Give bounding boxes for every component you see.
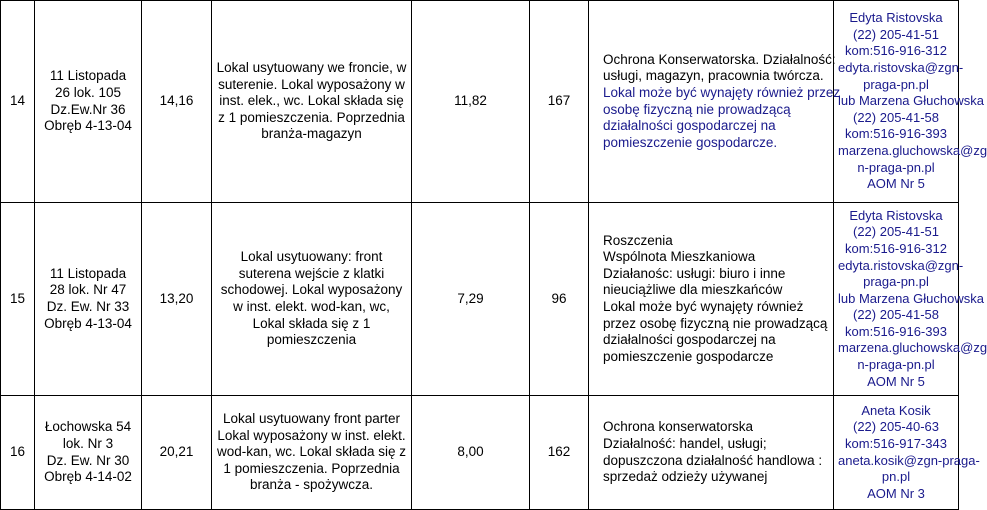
notes-line: Działanośc: usługi: biuro i inne bbox=[603, 265, 786, 281]
contact-line: praga-pn.pl bbox=[863, 76, 929, 92]
cell-text: 8,00 bbox=[457, 444, 484, 460]
description-line: branża - spożywcza. bbox=[249, 477, 374, 493]
notes-line: Działalność: handel, usługi; bbox=[603, 435, 767, 451]
address-line: 11 Listopada bbox=[49, 265, 127, 281]
description-cell bbox=[212, 1, 412, 203]
area-cell bbox=[142, 203, 212, 396]
row-number-cell bbox=[1, 396, 35, 510]
address-line: Obręb 4-14-02 bbox=[44, 469, 132, 485]
cell-text: 167 bbox=[547, 93, 571, 109]
contact-line: kom:516-916-393 bbox=[845, 126, 947, 142]
contact-line: (22) 205-41-51 bbox=[853, 26, 939, 42]
row-number-cell bbox=[1, 1, 35, 203]
address-line: 26 lok. 105 bbox=[54, 84, 122, 100]
table-row bbox=[1, 396, 959, 510]
contact-line: edyta.ristovska@zgn- bbox=[838, 257, 964, 273]
contact-line: (22) 205-41-51 bbox=[853, 224, 939, 240]
description-line: Lokal wyposażony w inst. elekt. bbox=[217, 427, 406, 443]
description-line: Lokal usytuowany: front bbox=[240, 249, 383, 265]
description-line: suterenie. Lokal wyposażony w bbox=[218, 76, 405, 92]
notes-line: działalności gospodarczej na bbox=[603, 118, 776, 134]
notes-line: pomieszczenie gospodarcze bbox=[603, 348, 774, 364]
contact-line: kom:516-916-312 bbox=[845, 240, 947, 256]
description-line: w inst. elekt. wod-kan, wc, bbox=[233, 299, 390, 314]
cell-text: 20,21 bbox=[159, 444, 194, 460]
description-line: z 1 pomieszczenia. Poprzednia bbox=[218, 109, 405, 125]
notes-line: nieuciążliwe dla mieszkańców bbox=[603, 282, 783, 298]
contact-line: marzena.gluchowska@zg bbox=[838, 142, 987, 158]
description-line: branża-magazyn bbox=[261, 126, 362, 142]
notes-line: sprzedaż odzieży używanej bbox=[603, 469, 768, 485]
notes-line: pomieszczenie gospodarcze. bbox=[603, 134, 778, 150]
area-cell bbox=[142, 396, 212, 510]
cell-text: 162 bbox=[547, 444, 571, 460]
address-line: Dz.Ew.Nr 36 bbox=[50, 101, 126, 117]
contact-line: AOM Nr 5 bbox=[867, 373, 925, 389]
contact-line: edyta.ristovska@zgn- bbox=[838, 60, 964, 76]
contact-line: Aneta Kosik bbox=[861, 402, 931, 418]
cell-text: 14,16 bbox=[159, 93, 194, 109]
notes-line: Ochrona Konserwatorska. Działalność: bbox=[603, 51, 836, 67]
address-line: Dz. Ew. Nr 30 bbox=[46, 452, 130, 468]
cell-text: 96 bbox=[551, 290, 567, 306]
rate-cell bbox=[412, 203, 530, 396]
address-line: lok. Nr 3 bbox=[62, 435, 114, 451]
notes-cell bbox=[589, 396, 834, 510]
contact-line: kom:516-916-393 bbox=[845, 323, 947, 339]
amount-cell bbox=[530, 1, 589, 203]
contact-line: praga-pn.pl bbox=[863, 274, 929, 290]
address-line: Obręb 4-13-04 bbox=[44, 118, 132, 134]
contact-line: aneta.kosik@zgn-praga- bbox=[838, 452, 980, 468]
amount-cell bbox=[530, 396, 589, 510]
address-line: 11 Listopada bbox=[49, 68, 127, 84]
cell-text: 11,82 bbox=[454, 93, 487, 109]
description-cell bbox=[212, 203, 412, 396]
table-row bbox=[1, 1, 959, 203]
notes-cell bbox=[589, 1, 841, 203]
description-line: suterena wejście z klatki bbox=[238, 265, 385, 281]
area-cell bbox=[142, 1, 212, 203]
amount-cell bbox=[530, 203, 589, 396]
rate-cell bbox=[412, 1, 530, 203]
description-line: pomieszczenia bbox=[266, 332, 357, 348]
address-line: Dz. Ew. Nr 33 bbox=[46, 299, 130, 314]
rate-cell bbox=[412, 396, 530, 510]
contact-line: marzena.gluchowska@zg bbox=[838, 340, 987, 356]
notes-line: usługi, magazyn, pracownia twórcza. bbox=[603, 68, 824, 84]
notes-line: Lokal może być wynajęty również przez bbox=[603, 84, 841, 100]
description-line: wod-kan, wc. Lokal składa się z bbox=[216, 444, 407, 460]
cell-text: 7,29 bbox=[457, 290, 484, 306]
contact-line: n-praga-pn.pl bbox=[857, 159, 935, 175]
contact-cell bbox=[834, 1, 987, 203]
address-line: Obręb 4-13-04 bbox=[44, 315, 132, 331]
cell-text: 15 bbox=[9, 290, 26, 306]
contact-line: lub Marzena Głuchowska bbox=[838, 93, 984, 109]
table-row bbox=[1, 203, 959, 396]
contact-line: AOM Nr 5 bbox=[867, 176, 925, 192]
table-body bbox=[1, 1, 987, 510]
contact-line: (22) 205-41-58 bbox=[853, 307, 939, 323]
contact-line: Edyta Ristovska bbox=[849, 10, 943, 26]
contact-line: pn.pl bbox=[881, 469, 911, 485]
cell-text: 16 bbox=[9, 444, 26, 460]
address-cell bbox=[35, 1, 142, 203]
description-line: Lokal usytuowany front parter bbox=[222, 411, 401, 427]
notes-cell bbox=[589, 203, 834, 396]
contact-line: AOM Nr 3 bbox=[867, 485, 925, 501]
notes-line: działalności gospodarczej na bbox=[603, 332, 776, 348]
description-line: 1 pomieszczenia. Poprzednia bbox=[223, 460, 400, 476]
notes-line: dopuszczona działalność handlowa : bbox=[603, 452, 823, 468]
address-line: 28 lok. Nr 47 bbox=[49, 282, 127, 298]
notes-line: Lokal może być wynajęty również bbox=[603, 299, 804, 314]
contact-line: (22) 205-41-58 bbox=[853, 109, 939, 125]
address-cell bbox=[35, 396, 142, 510]
contact-cell bbox=[834, 203, 987, 396]
contact-line: kom:516-917-343 bbox=[845, 435, 947, 451]
contact-cell bbox=[834, 396, 980, 510]
address-cell bbox=[35, 203, 142, 396]
notes-line: Wspólnota Mieszkaniowa bbox=[603, 249, 756, 265]
notes-line: Roszczenia bbox=[603, 232, 673, 248]
cell-text: 13,20 bbox=[159, 290, 194, 306]
notes-line: osobę fizyczną nie prowadzącą bbox=[603, 101, 791, 117]
description-line: Lokal składa się z 1 bbox=[252, 315, 371, 331]
description-line: inst. elek., wc. Lokal składa się bbox=[219, 93, 404, 109]
address-line: Łochowska 54 bbox=[44, 419, 132, 435]
contact-line: n-praga-pn.pl bbox=[857, 357, 935, 373]
notes-line: Ochrona konserwatorska bbox=[603, 419, 754, 435]
notes-line: przez osobę fizyczną nie prowadzącą bbox=[603, 315, 828, 331]
contact-line: (22) 205-40-63 bbox=[853, 419, 939, 435]
contact-line: lub Marzena Głuchowska bbox=[838, 290, 984, 306]
description-cell bbox=[212, 396, 412, 510]
row-number-cell bbox=[1, 203, 35, 396]
description-line: Lokal usytuowany we froncie, w bbox=[216, 60, 407, 76]
description-line: schodowej. Lokal wyposażony bbox=[220, 282, 403, 298]
contact-line: Edyta Ristovska bbox=[849, 207, 943, 223]
contact-line: kom:516-916-312 bbox=[845, 43, 947, 59]
cell-text: 14 bbox=[9, 93, 26, 109]
